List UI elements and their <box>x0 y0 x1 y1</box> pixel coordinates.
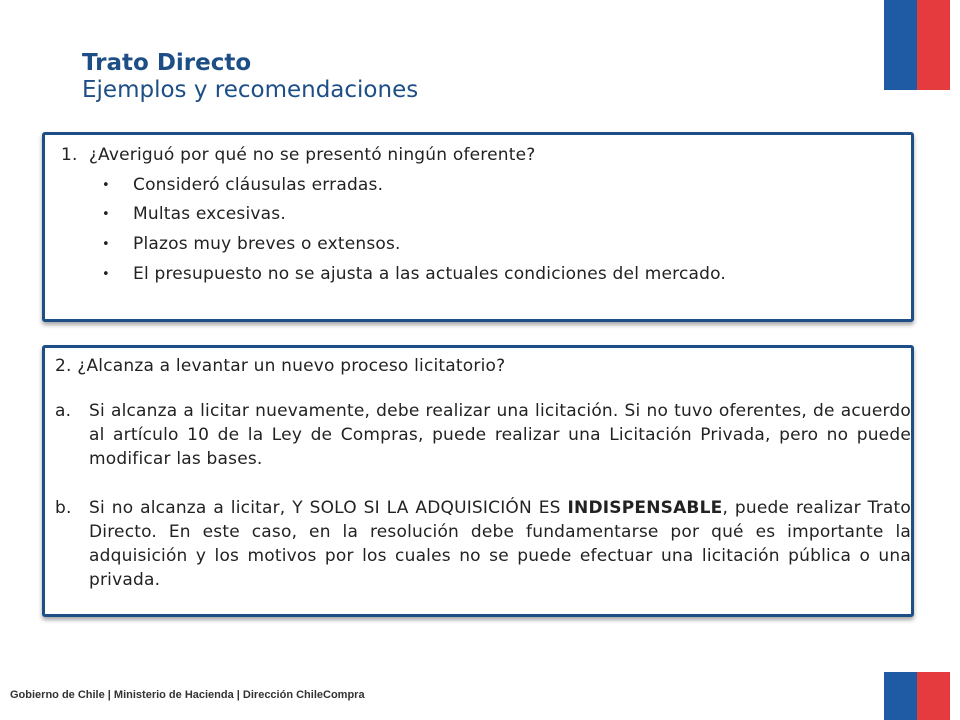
item-text-emphasis: INDISPENSABLE <box>567 498 723 518</box>
question-1: 1. ¿Averiguó por qué no se presentó ningún oferente? <box>61 145 536 165</box>
item-text <box>89 496 911 592</box>
answer-item-a <box>55 399 911 471</box>
bullet-icon: • <box>102 207 110 222</box>
flag-blue-stripe <box>884 0 917 90</box>
item-text-before: Si no alcanza a licitar, Y SOLO SI LA ADQUISICIÓN ES <box>89 498 568 518</box>
item-marker: b. <box>55 498 72 518</box>
question-box-2 <box>42 345 914 617</box>
title-subtitle: Ejemplos y recomendaciones <box>82 77 419 103</box>
bullet-text: El presupuesto no se ajusta a las actuales condiciones del mercado. <box>133 264 727 284</box>
question-2: 2. ¿Alcanza a levantar un nuevo proceso licitatorio? <box>55 356 506 376</box>
bullet-icon: • <box>102 267 110 282</box>
flag-red-stripe <box>917 0 950 90</box>
footer-text: Gobierno de Chile | Ministerio de Hacienda | Dirección ChileCompra <box>10 689 365 701</box>
flag-red-stripe <box>917 672 950 720</box>
chile-flag-top <box>884 0 950 90</box>
bullet-item <box>102 204 286 224</box>
bullet-text: Plazos muy breves o extensos. <box>133 234 401 254</box>
title-main: Trato Directo <box>82 50 252 76</box>
bullet-item <box>102 175 384 195</box>
question-box-1 <box>42 132 914 322</box>
bullet-icon: • <box>102 178 110 193</box>
item-text-after: , puede realizar Trato Directo. En este caso, en la resolución debe fundamentarse por qué es importante la adquisición y los motivos por los cuales no se puede efectuar una licitación pública o una privada. <box>89 498 911 590</box>
bullet-text: Consideró cláusulas erradas. <box>133 175 384 195</box>
chile-flag-bottom <box>884 672 950 720</box>
bullet-item <box>102 264 727 284</box>
bullet-icon: • <box>102 237 110 252</box>
answer-item-b <box>55 496 911 592</box>
bullet-item <box>102 234 401 254</box>
slide-title <box>82 50 418 104</box>
item-marker: a. <box>55 401 72 421</box>
bullet-text: Multas excesivas. <box>133 204 286 224</box>
flag-blue-stripe <box>884 672 917 720</box>
item-text: Si alcanza a licitar nuevamente, debe realizar una licitación. Si no tuvo oferentes, de acuerdo al artículo 10 de la Ley de Compras, puede realizar una Licitación Privada, pero no puede modificar las bases. <box>89 401 911 469</box>
